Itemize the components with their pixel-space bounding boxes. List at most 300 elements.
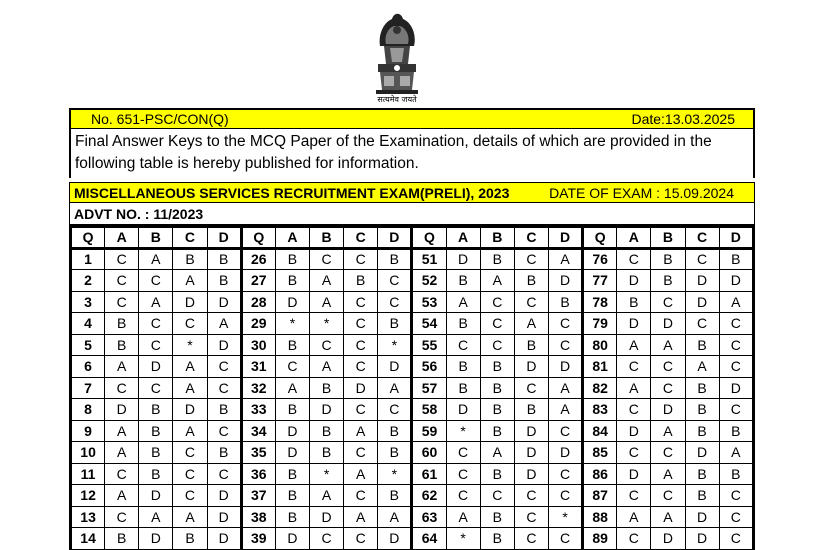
answer-cell: C	[344, 248, 378, 270]
answer-cell: D	[617, 270, 651, 292]
answer-cell: B	[514, 334, 548, 356]
answer-cell: A	[617, 506, 651, 528]
answer-cell: D	[446, 248, 480, 270]
table-row	[71, 528, 754, 550]
answer-cell: D	[685, 528, 719, 550]
table-row	[71, 291, 754, 313]
answer-cell: C	[173, 442, 207, 464]
question-number: 57	[412, 377, 446, 399]
question-number: 12	[71, 485, 105, 507]
table-row	[71, 356, 754, 378]
answer-cell: B	[685, 420, 719, 442]
answer-cell: D	[651, 528, 685, 550]
column-header: A	[105, 227, 139, 249]
answer-cell: C	[514, 248, 548, 270]
answer-cell: B	[617, 291, 651, 313]
answer-cell: A	[548, 377, 582, 399]
answer-cell: C	[344, 528, 378, 550]
answer-cell: D	[275, 291, 309, 313]
answer-cell: D	[207, 506, 241, 528]
answer-cell: C	[719, 313, 753, 335]
column-header: D	[378, 227, 412, 249]
answer-cell: C	[344, 313, 378, 335]
exam-date: DATE OF EXAM : 15.09.2024	[549, 184, 734, 201]
answer-cell: B	[139, 463, 173, 485]
answer-cell: C	[446, 334, 480, 356]
question-number: 87	[583, 485, 617, 507]
answer-cell: B	[309, 442, 343, 464]
answer-cell: B	[480, 248, 514, 270]
answer-cell: A	[309, 485, 343, 507]
answer-cell: C	[617, 399, 651, 421]
answer-cell: B	[173, 528, 207, 550]
answer-cell: C	[548, 528, 582, 550]
question-number: 58	[412, 399, 446, 421]
answer-cell: C	[548, 313, 582, 335]
answer-cell: A	[651, 506, 685, 528]
answer-cell: D	[651, 313, 685, 335]
question-number: 53	[412, 291, 446, 313]
answer-cell: A	[514, 313, 548, 335]
answer-cell: D	[309, 399, 343, 421]
column-header: A	[617, 227, 651, 249]
answer-cell: B	[275, 399, 309, 421]
answer-cell: D	[514, 356, 548, 378]
question-number: 52	[412, 270, 446, 292]
answer-cell: D	[207, 485, 241, 507]
column-header: B	[139, 227, 173, 249]
answer-cell: C	[309, 334, 343, 356]
answer-cell: B	[685, 377, 719, 399]
question-number: 85	[583, 442, 617, 464]
answer-cell: C	[719, 506, 753, 528]
question-number: 29	[241, 313, 275, 335]
question-number: 63	[412, 506, 446, 528]
answer-cell: C	[344, 356, 378, 378]
answer-cell: D	[685, 442, 719, 464]
answer-cell: B	[173, 248, 207, 270]
question-number: 61	[412, 463, 446, 485]
answer-cell: B	[480, 399, 514, 421]
answer-cell: A	[173, 506, 207, 528]
answer-cell: A	[651, 334, 685, 356]
answer-cell: B	[685, 463, 719, 485]
answer-cell: A	[344, 420, 378, 442]
answer-cell: C	[344, 399, 378, 421]
question-number: 9	[71, 420, 105, 442]
answer-cell: C	[446, 463, 480, 485]
answer-cell: C	[617, 528, 651, 550]
answer-cell: C	[207, 377, 241, 399]
answer-cell: C	[617, 485, 651, 507]
question-number: 10	[71, 442, 105, 464]
answer-cell: D	[446, 399, 480, 421]
answer-cell: *	[173, 334, 207, 356]
answer-cell: A	[344, 506, 378, 528]
answer-cell: C	[139, 270, 173, 292]
question-number: 27	[241, 270, 275, 292]
column-header: D	[207, 227, 241, 249]
answer-cell: C	[480, 313, 514, 335]
answer-cell: B	[480, 528, 514, 550]
answer-cell: A	[173, 356, 207, 378]
question-number: 3	[71, 291, 105, 313]
answer-cell: D	[617, 313, 651, 335]
answer-cell: D	[514, 463, 548, 485]
answer-cell: C	[309, 248, 343, 270]
answer-cell: B	[207, 248, 241, 270]
answer-cell: C	[617, 356, 651, 378]
answer-cell: *	[378, 463, 412, 485]
answer-cell: A	[685, 356, 719, 378]
notice-header	[69, 108, 755, 129]
answer-cell: *	[548, 506, 582, 528]
column-header: C	[514, 227, 548, 249]
answer-cell: A	[480, 270, 514, 292]
answer-cell: B	[275, 270, 309, 292]
answer-cell: B	[378, 485, 412, 507]
question-number: 79	[583, 313, 617, 335]
answer-cell: B	[275, 334, 309, 356]
national-emblem-icon	[364, 6, 430, 106]
column-header: B	[309, 227, 343, 249]
answer-cell: *	[309, 463, 343, 485]
answer-cell: B	[378, 313, 412, 335]
answer-cell: C	[105, 506, 139, 528]
answer-cell: D	[548, 270, 582, 292]
answer-cell: C	[719, 485, 753, 507]
question-number: 55	[412, 334, 446, 356]
answer-cell: A	[719, 291, 753, 313]
answer-cell: B	[548, 291, 582, 313]
question-number: 54	[412, 313, 446, 335]
column-header: Q	[241, 227, 275, 249]
answer-cell: D	[275, 528, 309, 550]
answer-cell: C	[651, 291, 685, 313]
answer-cell: B	[719, 248, 753, 270]
answer-cell: *	[446, 528, 480, 550]
answer-cell: B	[207, 399, 241, 421]
answer-cell: D	[617, 463, 651, 485]
answer-cell: B	[139, 399, 173, 421]
answer-cell: D	[173, 399, 207, 421]
answer-cell: C	[173, 485, 207, 507]
answer-cell: A	[378, 377, 412, 399]
column-header: Q	[583, 227, 617, 249]
answer-cell: C	[651, 442, 685, 464]
answer-cell: B	[685, 399, 719, 421]
answer-cell: B	[685, 485, 719, 507]
answer-cell: D	[685, 506, 719, 528]
answer-cell: A	[378, 506, 412, 528]
answer-cell: A	[309, 356, 343, 378]
answer-key-table	[69, 225, 755, 550]
answer-cell: A	[651, 420, 685, 442]
answer-cell: D	[105, 399, 139, 421]
answer-cell: C	[548, 463, 582, 485]
answer-cell: A	[651, 463, 685, 485]
answer-cell: C	[139, 377, 173, 399]
answer-cell: C	[514, 291, 548, 313]
answer-cell: A	[139, 506, 173, 528]
answer-cell: B	[514, 399, 548, 421]
answer-cell: B	[275, 463, 309, 485]
answer-cell: C	[139, 334, 173, 356]
answer-cell: A	[105, 356, 139, 378]
answer-cell: *	[275, 313, 309, 335]
question-number: 77	[583, 270, 617, 292]
answer-cell: B	[309, 420, 343, 442]
answer-cell: C	[446, 485, 480, 507]
answer-cell: A	[446, 506, 480, 528]
question-number: 14	[71, 528, 105, 550]
answer-cell: C	[548, 420, 582, 442]
answer-cell: D	[685, 291, 719, 313]
answer-cell: B	[344, 270, 378, 292]
answer-cell: C	[480, 334, 514, 356]
advt-number: ADVT NO. : 11/2023	[69, 203, 755, 225]
answer-cell: B	[207, 442, 241, 464]
question-number: 86	[583, 463, 617, 485]
question-number: 26	[241, 248, 275, 270]
answer-cell: B	[446, 313, 480, 335]
answer-cell: D	[207, 528, 241, 550]
column-header: D	[719, 227, 753, 249]
answer-cell: D	[139, 528, 173, 550]
answer-cell: A	[207, 313, 241, 335]
answer-cell: A	[105, 485, 139, 507]
question-number: 64	[412, 528, 446, 550]
column-header: B	[480, 227, 514, 249]
answer-cell: C	[207, 463, 241, 485]
table-row	[71, 248, 754, 270]
answer-cell: C	[514, 377, 548, 399]
question-number: 78	[583, 291, 617, 313]
table-row	[71, 313, 754, 335]
answer-cell: C	[480, 291, 514, 313]
column-header: B	[651, 227, 685, 249]
answer-cell: A	[139, 291, 173, 313]
answer-cell: C	[309, 528, 343, 550]
column-header: C	[173, 227, 207, 249]
answer-cell: C	[378, 291, 412, 313]
answer-cell: C	[617, 248, 651, 270]
answer-cell: C	[548, 334, 582, 356]
answer-cell: C	[719, 334, 753, 356]
answer-cell: B	[139, 420, 173, 442]
answer-cell: D	[275, 442, 309, 464]
question-number: 5	[71, 334, 105, 356]
answer-cell: B	[480, 463, 514, 485]
answer-cell: B	[275, 248, 309, 270]
answer-cell: C	[651, 356, 685, 378]
question-number: 82	[583, 377, 617, 399]
answer-cell: C	[378, 270, 412, 292]
question-number: 37	[241, 485, 275, 507]
answer-cell: A	[719, 442, 753, 464]
answer-cell: B	[446, 377, 480, 399]
answer-cell: C	[446, 442, 480, 464]
answer-cell: B	[446, 270, 480, 292]
table-row	[71, 270, 754, 292]
question-number: 33	[241, 399, 275, 421]
table-row	[71, 485, 754, 507]
question-number: 28	[241, 291, 275, 313]
answer-cell: A	[617, 377, 651, 399]
answer-cell: C	[105, 291, 139, 313]
answer-cell: B	[446, 356, 480, 378]
answer-cell: C	[207, 420, 241, 442]
question-number: 59	[412, 420, 446, 442]
answer-cell: C	[514, 506, 548, 528]
answer-cell: D	[719, 377, 753, 399]
answer-cell: D	[207, 334, 241, 356]
answer-cell: C	[105, 377, 139, 399]
answer-cell: C	[514, 528, 548, 550]
answer-cell: B	[105, 334, 139, 356]
answer-cell: C	[719, 528, 753, 550]
question-number: 7	[71, 377, 105, 399]
answer-cell: D	[514, 442, 548, 464]
table-row	[71, 334, 754, 356]
answer-cell: D	[378, 356, 412, 378]
answer-cell: A	[173, 270, 207, 292]
intro-text: Final Answer Keys to the MCQ Paper of the Examination, details of which are provided in the following table is hereby published for information.	[69, 129, 755, 178]
answer-cell: A	[617, 334, 651, 356]
question-number: 34	[241, 420, 275, 442]
answer-cell: B	[139, 442, 173, 464]
answer-cell: B	[651, 270, 685, 292]
answer-cell: A	[105, 442, 139, 464]
column-header: C	[344, 227, 378, 249]
question-number: 35	[241, 442, 275, 464]
answer-cell: D	[514, 420, 548, 442]
question-number: 62	[412, 485, 446, 507]
answer-cell: C	[173, 313, 207, 335]
answer-cell: C	[378, 399, 412, 421]
answer-cell: A	[173, 377, 207, 399]
answer-cell: D	[548, 356, 582, 378]
answer-cell: C	[173, 463, 207, 485]
answer-cell: A	[139, 248, 173, 270]
answer-cell: C	[344, 442, 378, 464]
answer-cell: B	[378, 442, 412, 464]
answer-cell: D	[617, 420, 651, 442]
answer-cell: D	[275, 420, 309, 442]
answer-cell: C	[480, 485, 514, 507]
answer-cell: D	[139, 485, 173, 507]
table-row	[71, 442, 754, 464]
answer-cell: C	[105, 463, 139, 485]
answer-cell: C	[651, 485, 685, 507]
column-header: C	[685, 227, 719, 249]
column-header: Q	[71, 227, 105, 249]
answer-cell: A	[548, 248, 582, 270]
answer-cell: C	[514, 485, 548, 507]
answer-cell: C	[719, 356, 753, 378]
answer-cell: A	[309, 291, 343, 313]
answer-cell: A	[173, 420, 207, 442]
answer-cell: D	[548, 442, 582, 464]
table-row	[71, 420, 754, 442]
answer-cell: A	[446, 291, 480, 313]
exam-name: MISCELLANEOUS SERVICES RECRUITMENT EXAM(PRELI), 2023	[74, 184, 510, 201]
emblem-motto: सत्यमेव जयते	[377, 95, 417, 104]
question-number: 8	[71, 399, 105, 421]
column-header: A	[275, 227, 309, 249]
answer-cell: A	[275, 377, 309, 399]
table-row	[71, 399, 754, 421]
answer-cell: B	[480, 377, 514, 399]
answer-cell: D	[207, 291, 241, 313]
answer-cell: D	[139, 356, 173, 378]
answer-cell: B	[719, 463, 753, 485]
answer-cell: B	[275, 485, 309, 507]
answer-cell: B	[514, 270, 548, 292]
answer-cell: B	[105, 528, 139, 550]
question-number: 11	[71, 463, 105, 485]
answer-cell: B	[480, 356, 514, 378]
answer-cell: C	[344, 334, 378, 356]
question-number: 13	[71, 506, 105, 528]
question-number: 76	[583, 248, 617, 270]
answer-cell: B	[275, 506, 309, 528]
question-number: 32	[241, 377, 275, 399]
question-number: 51	[412, 248, 446, 270]
answer-cell: *	[446, 420, 480, 442]
answer-cell: A	[309, 270, 343, 292]
answer-cell: A	[344, 463, 378, 485]
table-row	[71, 506, 754, 528]
answer-cell: C	[685, 313, 719, 335]
question-number: 2	[71, 270, 105, 292]
column-header: A	[446, 227, 480, 249]
answer-cell: C	[105, 270, 139, 292]
answer-cell: B	[105, 313, 139, 335]
answer-cell: D	[685, 270, 719, 292]
answer-cell: A	[548, 399, 582, 421]
answer-cell: B	[207, 270, 241, 292]
answer-cell: C	[344, 291, 378, 313]
question-number: 56	[412, 356, 446, 378]
question-number: 39	[241, 528, 275, 550]
answer-cell: B	[651, 248, 685, 270]
question-number: 84	[583, 420, 617, 442]
answer-cell: A	[105, 420, 139, 442]
question-number: 88	[583, 506, 617, 528]
answer-cell: D	[719, 270, 753, 292]
answer-cell: C	[617, 442, 651, 464]
answer-cell: C	[139, 313, 173, 335]
answer-cell: C	[105, 248, 139, 270]
answer-cell: D	[651, 399, 685, 421]
table-row	[71, 377, 754, 399]
answer-cell: D	[173, 291, 207, 313]
notice-number: No. 651-PSC/CON(Q)	[91, 111, 229, 127]
question-number: 30	[241, 334, 275, 356]
column-header: D	[548, 227, 582, 249]
question-number: 36	[241, 463, 275, 485]
notice-date: Date:13.03.2025	[631, 111, 735, 127]
question-number: 38	[241, 506, 275, 528]
answer-cell: D	[344, 377, 378, 399]
question-number: 80	[583, 334, 617, 356]
column-header: Q	[412, 227, 446, 249]
question-number: 1	[71, 248, 105, 270]
question-number: 4	[71, 313, 105, 335]
exam-banner	[69, 182, 755, 203]
answer-cell: A	[480, 442, 514, 464]
